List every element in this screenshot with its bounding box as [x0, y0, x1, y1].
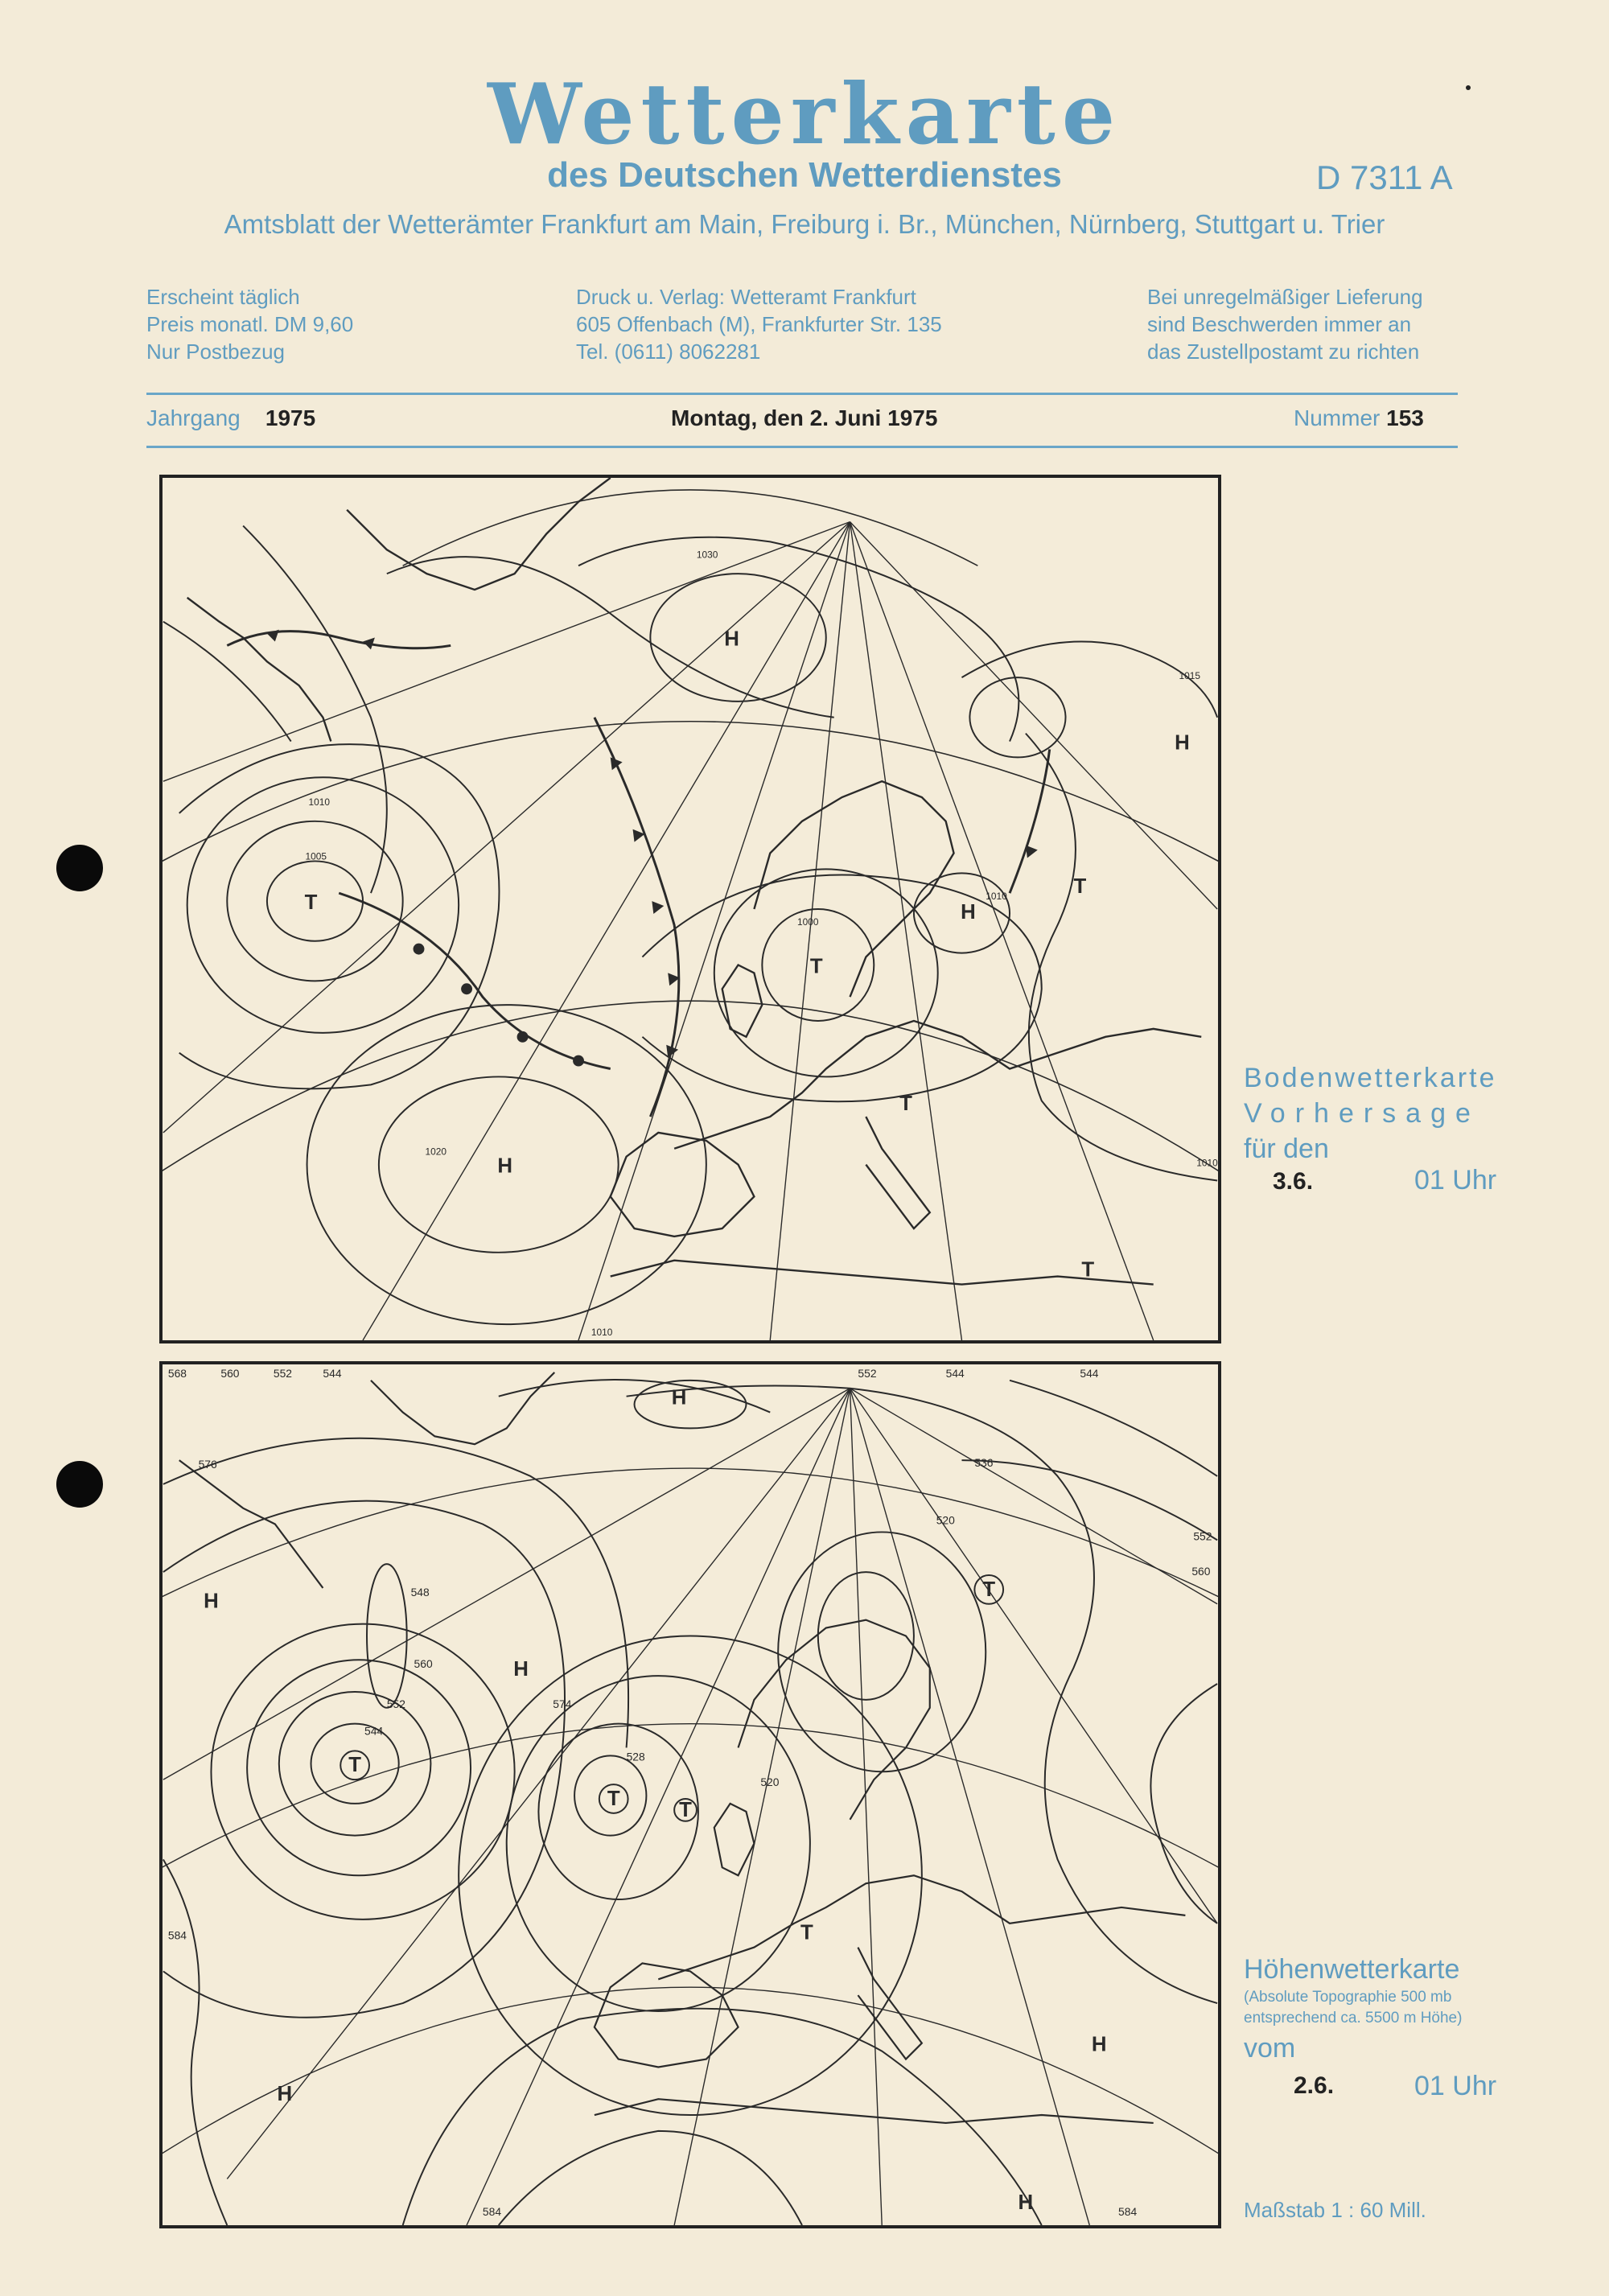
isobar-label: 1030: [696, 549, 718, 561]
contour-label: 584: [482, 2205, 502, 2219]
surface-map-for-date: für den: [1244, 1134, 1329, 1164]
isobar: [642, 874, 1041, 1101]
low-pressure-center: T: [304, 891, 318, 914]
isobar-label: 1015: [1179, 670, 1200, 682]
info-left: [146, 283, 353, 365]
contour-label: 544: [1080, 1366, 1099, 1380]
isobar-label: 1005: [305, 850, 327, 862]
masthead-title: Wetterkarte: [488, 64, 1121, 163]
longitude-line: [770, 522, 850, 1340]
high-height-center: H: [513, 1658, 529, 1681]
header-rule-top: [146, 393, 1458, 395]
front-symbols: [267, 630, 1038, 1067]
high-pressure-center: H: [961, 900, 976, 924]
upper-map-vom: vom: [1244, 2033, 1296, 2064]
high-pressure-center: H: [724, 627, 739, 651]
coastline-africa: [611, 1258, 1154, 1285]
surface-map-date: 3.6.: [1273, 1168, 1314, 1195]
height-contour: [459, 1636, 922, 2115]
isobar-label: 1010: [1196, 1157, 1218, 1169]
nummer-value: 153: [1386, 405, 1424, 430]
height-contour: [961, 1460, 1217, 1543]
contour-label: 544: [364, 1724, 384, 1738]
contour-label: 536: [974, 1456, 994, 1470]
coastline-greenland: [371, 1372, 554, 1444]
longitude-line: [578, 522, 850, 1340]
nummer: [1294, 407, 1424, 430]
low-height-center: T: [982, 1578, 996, 1601]
surface-map-time: 01 Uhr: [1414, 1165, 1497, 1195]
cold-front: [1010, 749, 1050, 893]
jahrgang-value: 1975: [265, 405, 316, 430]
contour-label: 528: [626, 1750, 645, 1763]
cold-front: [595, 718, 679, 1117]
jahrgang: [146, 407, 315, 430]
contour-label: 520: [760, 1775, 780, 1789]
latitude-line: [163, 1001, 1218, 1180]
low-pressure-center: T: [1081, 1258, 1095, 1282]
amtsblatt-line: Amtsblatt der Wetterämter Frankfurt am Main, Freiburg i. Br., München, Nürnberg, Stuttgart u. Trier: [224, 209, 1385, 239]
isobar: [179, 744, 500, 1088]
low-pressure-center: T: [1073, 875, 1087, 899]
info-left-line: Preis monatl. DM 9,60: [146, 312, 354, 336]
upper-air-map-drawing: [163, 1364, 1218, 2225]
isobar: [387, 557, 834, 718]
nummer-label: Nummer: [1294, 405, 1381, 430]
upper-map-title: Höhenwetterkarte: [1244, 1954, 1460, 1985]
warm-front: [339, 893, 610, 1068]
info-left-line: Erscheint täglich: [146, 285, 300, 309]
isobar-label: 1000: [797, 916, 819, 928]
issue-date: Montag, den 2. Juni 1975: [671, 405, 938, 430]
height-contour: [627, 1385, 1218, 2003]
longitude-line: [671, 1386, 850, 2225]
isobar: [163, 622, 291, 742]
longitude-line: [850, 1389, 1090, 2225]
surface-map: [159, 475, 1221, 1343]
contour-label: 552: [273, 1366, 293, 1380]
height-contour: [163, 1501, 565, 2018]
contour-label: 560: [1191, 1565, 1211, 1578]
coastline-italy: [866, 1117, 929, 1228]
coastline-iberia: [611, 1133, 755, 1236]
contour-label: 520: [936, 1513, 955, 1527]
high-pressure-center: H: [1175, 731, 1190, 755]
latitude-line: [403, 490, 978, 566]
high-height-center: H: [1018, 2191, 1034, 2215]
masthead-subtitle: des Deutschen Wetterdienstes: [547, 155, 1062, 195]
high-height-center: H: [277, 2083, 293, 2106]
longitude-line: [163, 522, 850, 1133]
coastline-italy: [858, 1948, 921, 2059]
longitude-line: [363, 522, 850, 1340]
upper-map-time: 01 Uhr: [1414, 2071, 1497, 2101]
height-contour: [778, 1532, 986, 1771]
height-contour: [367, 1564, 407, 1708]
publication-code: D 7311 A: [1316, 158, 1453, 196]
info-middle-line: Druck u. Verlag: Wetteramt Frankfurt: [576, 285, 916, 309]
isobar-label: 1010: [308, 796, 331, 808]
surface-map-title: Bodenwetterkarte: [1244, 1063, 1497, 1093]
info-right-line: sind Beschwerden immer an: [1147, 312, 1412, 336]
coastline-africa: [595, 2099, 1154, 2123]
low-height-center: T: [348, 1754, 361, 1777]
coastline-britain: [714, 1804, 755, 1875]
low-height-center: T: [679, 1798, 692, 1821]
longitude-line: [227, 1386, 850, 2179]
punch-hole: [56, 845, 103, 891]
upper-map-subtitle-1: (Absolute Topographie 500 mb: [1244, 1989, 1452, 2006]
high-height-center: H: [1091, 2033, 1107, 2056]
contour-label: 560: [414, 1657, 433, 1671]
contour-label: 544: [323, 1366, 342, 1380]
high-height-center: H: [671, 1386, 687, 1409]
ink-speck: [1466, 85, 1471, 90]
coastline-greenland: [347, 478, 611, 590]
high-pressure-center: H: [497, 1154, 513, 1178]
upper-air-map: [159, 1361, 1221, 2228]
low-height-center: T: [800, 1921, 813, 1944]
contour-label: 552: [386, 1697, 405, 1710]
map-scale: Maßstab 1 : 60 Mill.: [1244, 2198, 1426, 2222]
info-middle: [576, 283, 942, 365]
high-height-center: H: [204, 1590, 219, 1613]
height-contour: [1010, 1380, 1217, 1476]
info-right: [1147, 283, 1456, 365]
isobar: [243, 526, 387, 894]
height-contour: [403, 2009, 1042, 2225]
info-left-line: Nur Postbezug: [146, 339, 285, 364]
low-pressure-center: T: [899, 1092, 912, 1116]
latitude-line: [163, 1468, 1218, 1604]
longitude-line: [850, 522, 1154, 1340]
header-rule-bottom: [146, 446, 1458, 448]
punch-hole: [56, 1461, 103, 1508]
longitude-line: [850, 1389, 1218, 1604]
coastline-europe: [674, 1021, 1201, 1149]
height-contour: [163, 1859, 227, 2225]
isobar-label: 1010: [591, 1327, 613, 1339]
jahrgang-label: Jahrgang: [146, 405, 241, 430]
coastline-britain: [722, 965, 763, 1036]
isobar: [714, 869, 938, 1076]
info-middle-line: 605 Offenbach (M), Frankfurter Str. 135: [576, 312, 942, 336]
contour-label: 584: [167, 1928, 187, 1942]
longitude-line: [850, 1389, 883, 2225]
coastline-iberia: [595, 1963, 739, 2067]
isobar-label: 1010: [986, 891, 1007, 903]
upper-map-subtitle-2: entsprechend ca. 5500 m Höhe): [1244, 2010, 1463, 2026]
contour-label: 544: [945, 1366, 965, 1380]
contour-label: 576: [198, 1458, 217, 1471]
contour-label: 568: [167, 1366, 187, 1380]
latitude-line: [163, 1987, 1218, 2162]
occluded-front: [227, 632, 451, 648]
isobar-label: 1020: [425, 1146, 446, 1158]
contour-label: 548: [410, 1585, 430, 1599]
contour-label: 584: [1118, 2205, 1138, 2219]
surface-map-forecast: Vorhersage: [1244, 1098, 1480, 1129]
low-pressure-center: T: [809, 955, 823, 978]
upper-map-date: 2.6.: [1294, 2072, 1335, 2099]
contour-label: 574: [553, 1697, 572, 1710]
info-right-line: das Zustellpostamt zu richten: [1147, 339, 1420, 364]
contour-label: 552: [858, 1366, 877, 1380]
low-height-center: T: [607, 1787, 620, 1810]
surface-map-drawing: [163, 478, 1218, 1340]
coastline-canada: [187, 598, 331, 742]
info-middle-line: Tel. (0611) 8062281: [576, 339, 761, 364]
contour-label: 552: [1193, 1529, 1212, 1543]
height-contour: [499, 2131, 802, 2225]
height-contour: [1150, 1684, 1217, 1924]
height-contour: [818, 1572, 914, 1700]
info-right-line: Bei unregelmäßiger Lieferung: [1147, 285, 1423, 309]
contour-label: 560: [220, 1366, 240, 1380]
